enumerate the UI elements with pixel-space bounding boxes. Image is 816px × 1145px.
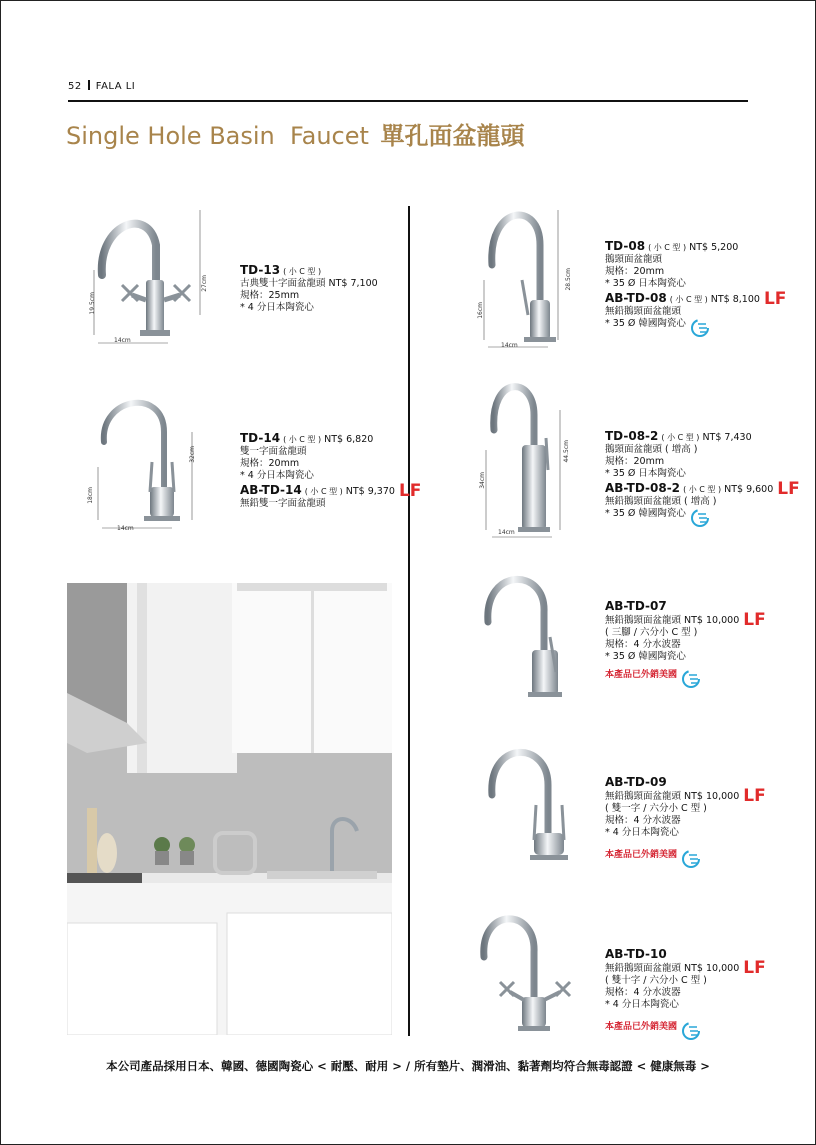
product-type: ( 小 C 型 ) [648, 243, 687, 252]
product-name-price: 無鉛鵝頸面盆龍頭 NT$ 10,000 [605, 963, 740, 974]
page-footer-note: 本公司產品採用日本、韓國、德國陶瓷心 < 耐壓、耐用 > / 所有墊片、潤滑油、黏著劑均符合無毒認證 < 健康無毒 > [106, 1059, 710, 1073]
water-saving-badge-icon [690, 508, 712, 528]
product-spec: 規格：20mm [240, 458, 300, 469]
lead-free-mark: LF [763, 289, 787, 309]
lead-free-mark: LF [743, 786, 766, 806]
product-info [605, 948, 766, 1033]
product-info [605, 776, 766, 861]
export-note: 本產品已外銷美國 [605, 670, 678, 680]
faucet-image [478, 205, 568, 350]
kitchen-photo-illustration [67, 583, 392, 1035]
export-note: 本產品已外銷美國 [605, 850, 678, 860]
product-name: 鵝頸面盆龍頭 [605, 254, 663, 265]
dim-spout-height: 16cm [477, 302, 484, 319]
product-type: ( 三腳 / 六分小 C 型 ) [605, 627, 698, 638]
dim-height: 32cm [189, 446, 196, 463]
product-code: TD-08 [605, 239, 646, 253]
kitchen-photo [67, 583, 392, 1035]
product-type: ( 雙一字 / 六分小 C 型 ) [605, 803, 707, 814]
product-name-price: 古典雙十字面盆龍頭 NT$ 7,100 [240, 278, 378, 289]
product-name-price: 無鉛鵝頸面盆龍頭 NT$ 10,000 [605, 791, 740, 802]
header-separator [88, 80, 90, 90]
faucet-image [88, 205, 208, 350]
ab-product-cartridge: * 35 Ø 韓國陶瓷心 [605, 318, 686, 329]
product-spec: 規格：20mm [605, 456, 665, 467]
ab-product-code: AB-TD-08-2 [605, 481, 681, 495]
product-cartridge: * 4 分日本陶瓷心 [605, 827, 679, 838]
title-english: Single Hole Basin Faucet [66, 122, 369, 150]
page-header [68, 80, 135, 92]
page-title [66, 116, 525, 151]
product-info [605, 430, 800, 520]
dim-width: 14cm [114, 337, 131, 344]
product-cartridge: * 35 Ø 韓國陶瓷心 [605, 651, 686, 662]
product-spec: 規格：4 分水波器 [605, 987, 681, 998]
ab-product-price: NT$ 8,100 [710, 294, 760, 305]
product-spec: 規格：4 分水波器 [605, 815, 681, 826]
product-name-price: 無鉛鵝頸面盆龍頭 NT$ 10,000 [605, 615, 740, 626]
ab-product-type: ( 小 C 型 ) [304, 487, 343, 496]
dim-width: 14cm [501, 342, 518, 349]
ab-product-price: NT$ 9,600 [724, 484, 774, 495]
product-code: TD-13 [240, 263, 281, 277]
product-code: AB-TD-07 [605, 599, 667, 613]
faucet-image [482, 380, 572, 540]
product-code: TD-14 [240, 431, 281, 445]
water-saving-badge-icon [681, 849, 703, 869]
product-type: ( 小 C 型 ) [661, 433, 700, 442]
product-type: ( 小 C 型 ) [283, 435, 322, 444]
product-cartridge: * 4 分日本陶瓷心 [240, 302, 314, 313]
product-code: AB-TD-10 [605, 947, 667, 961]
product-cartridge: * 35 Ø 日本陶瓷心 [605, 278, 686, 289]
title-chinese: 單孔面盆龍頭 [380, 122, 525, 150]
ab-product-type: ( 小 C 型 ) [683, 485, 722, 494]
product-price: NT$ 7,430 [702, 432, 752, 443]
dim-spout-height: 18cm [87, 487, 94, 504]
dim-height: 28.5cm [565, 268, 572, 291]
product-cartridge: * 4 分日本陶瓷心 [240, 470, 314, 481]
product-name: 鵝頸面盆龍頭 ( 增高 ) [605, 444, 698, 455]
product-spec: 規格：4 分水波器 [605, 639, 681, 650]
product-price: NT$ 5,200 [689, 242, 739, 253]
ab-product-name: 無鉛鵝頸面盆龍頭 ( 增高 ) [605, 496, 717, 507]
dim-spout-height: 34cm [479, 472, 486, 489]
export-note: 本產品已外銷美國 [605, 1022, 678, 1032]
dim-width: 14cm [117, 525, 134, 532]
product-info [240, 432, 421, 510]
product-code: AB-TD-09 [605, 775, 667, 789]
product-type: ( 小 C 型 ) [283, 267, 322, 276]
product-price: NT$ 6,820 [324, 434, 374, 445]
ab-product-code: AB-TD-14 [240, 483, 302, 497]
product-info [605, 240, 786, 330]
product-type: ( 雙十字 / 六分小 C 型 ) [605, 975, 707, 986]
product-info [240, 264, 378, 314]
dim-spout-height: 19.5cm [89, 292, 96, 315]
lead-free-mark: LF [777, 479, 800, 499]
brand-name: FALA LI [95, 81, 136, 92]
ab-product-price: NT$ 9,370 [345, 486, 395, 497]
dim-height: 27cm [201, 275, 208, 292]
faucet-image [478, 572, 588, 702]
product-cartridge: * 4 分日本陶瓷心 [605, 999, 679, 1010]
product-code: TD-08-2 [605, 429, 659, 443]
product-info [605, 600, 766, 681]
dim-height: 44.5cm [563, 440, 570, 463]
lead-free-mark: LF [743, 610, 766, 630]
page-number: 52 [68, 81, 82, 92]
faucet-image [92, 392, 202, 532]
faucet-image [474, 912, 584, 1037]
lead-free-mark: LF [743, 958, 766, 978]
water-saving-badge-icon [690, 318, 712, 338]
ab-product-name: 無鉛鵝頸面盆龍頭 [605, 306, 682, 317]
water-saving-badge-icon [681, 1021, 703, 1041]
dim-width: 14cm [498, 529, 515, 536]
water-saving-badge-icon [681, 669, 703, 689]
lead-free-mark: LF [398, 481, 422, 501]
product-spec: 規格：20mm [605, 266, 665, 277]
ab-product-cartridge: * 35 Ø 韓國陶瓷心 [605, 508, 686, 519]
column-divider [408, 206, 410, 1036]
ab-product-type: ( 小 C 型 ) [669, 295, 708, 304]
product-name: 雙一字面盆龍頭 [240, 446, 307, 457]
ab-product-code: AB-TD-08 [605, 291, 667, 305]
product-cartridge: * 35 Ø 日本陶瓷心 [605, 468, 686, 479]
ab-product-name: 無鉛雙一字面盆龍頭 [240, 498, 326, 509]
faucet-image [482, 745, 592, 865]
product-spec: 規格：25mm [240, 290, 300, 301]
header-rule [68, 100, 748, 102]
